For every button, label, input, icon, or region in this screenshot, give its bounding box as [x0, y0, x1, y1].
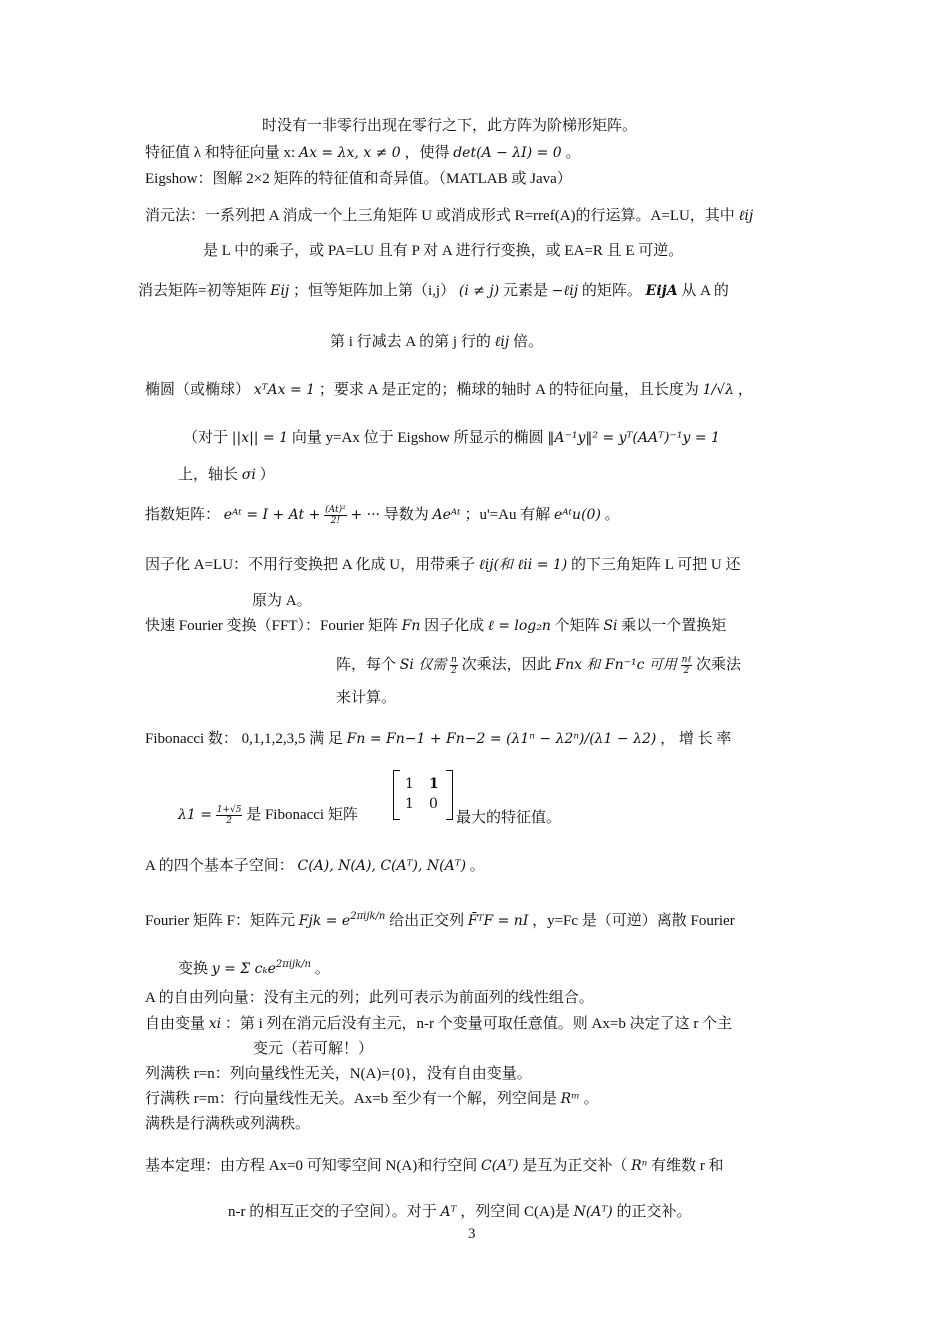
math: Si 仅需: [399, 657, 447, 673]
text-line: [178, 465, 275, 485]
matrix-cell: 1: [405, 776, 414, 792]
text: 向量 y=Ax 位于 Eigshow 所显示的椭圆: [291, 430, 544, 446]
text: A 的四个基本子空间：: [145, 858, 294, 874]
text-line: [253, 1039, 373, 1059]
math: Fn = Fn−1 + Fn−2 = (λ1ⁿ − λ2ⁿ)/(λ1 − λ2): [346, 731, 657, 747]
text: 的正交补。: [616, 1204, 692, 1220]
text: 原为 A。: [252, 593, 312, 609]
math: ℓ = log₂n: [487, 618, 551, 634]
text: 的下三角矩阵 L 可把 U 还: [571, 557, 741, 573]
math: Fn: [401, 618, 421, 634]
text: n-r 的相互正交的子空间）。对于: [228, 1204, 437, 1220]
text: 。: [583, 1091, 599, 1107]
text: 有维数 r 和: [651, 1158, 724, 1174]
text: 是 L 中的乘子，或 PA=LU 且有 P 对 A 进行行变换，或 EA=R 且 E 可逆。: [203, 243, 684, 259]
text: （对于: [183, 430, 229, 446]
text: 。: [469, 858, 485, 874]
text-line: [183, 428, 720, 448]
math: N(Aᵀ): [573, 1204, 613, 1220]
math: Si: [603, 618, 618, 634]
text: 导数为: [383, 507, 429, 523]
matrix-cell: 1: [429, 776, 439, 792]
text: 变元（若可解！）: [253, 1041, 374, 1057]
text: Fibonacci 数： 0,1,1,2,3,5 满 足: [145, 731, 343, 747]
text: ，使得: [404, 145, 450, 161]
text: ）: [259, 467, 275, 483]
fraction: $\frac{\text{(At)²}}{2!}$: [325, 505, 346, 527]
math: (i ≠ j): [458, 283, 500, 299]
text: 。: [314, 961, 330, 977]
math: λ1 =: [178, 807, 212, 823]
text: 次乘法: [695, 657, 741, 673]
text: 最大的特征值。: [456, 810, 562, 826]
text: ，列空间 C(A)是: [460, 1204, 570, 1220]
text: 上，轴长: [178, 467, 239, 483]
text: 乘以一个置换矩: [621, 618, 727, 634]
math: ℓij: [494, 334, 510, 350]
text-line: [456, 808, 561, 828]
text: 。: [604, 507, 620, 523]
text-line-ellipse: [145, 380, 753, 400]
text-line: [203, 241, 683, 261]
text: 时没有一非零行出现在零行之下，此方阵为阶梯形矩阵。: [262, 118, 638, 134]
exponent: 2πijk/n: [275, 959, 311, 970]
math: −ℓij: [551, 283, 579, 299]
text: 消去矩阵=初等矩阵: [138, 283, 267, 299]
text-line-lu: [145, 555, 740, 575]
text: 自由变量: [145, 1016, 206, 1032]
text-line: [145, 1114, 310, 1134]
text-line: [145, 1089, 599, 1109]
text: 元素是: [502, 283, 548, 299]
text: 变换: [178, 961, 209, 977]
text: 次乘法，因此: [461, 657, 552, 673]
matrix-cell: 1: [405, 796, 414, 812]
math: xi: [208, 1016, 222, 1032]
text: ；要求 A 是正定的；椭球的轴时 A 的特征向量，且长度为: [318, 382, 699, 398]
math: Fjk = e: [298, 913, 351, 929]
text-line-free-variable: [145, 1014, 732, 1034]
text: Eigshow：图解 2×2 矩阵的特征值和奇异值。（MATLAB 或 Java）: [145, 171, 572, 187]
text: 指数矩阵：: [145, 507, 221, 523]
math: F̄ᵀF = nI: [467, 913, 529, 929]
matrix-right-bracket: [446, 770, 453, 820]
math: ℓij(和 ℓii = 1): [478, 557, 568, 573]
text: 是互为正交补（: [522, 1158, 628, 1174]
text: 阵，每个: [336, 657, 397, 673]
text: 因子化 A=LU：不用行变换把 A 化成 U，用带乘子: [145, 557, 476, 573]
text-line-elim-matrix: [138, 281, 729, 301]
text-line-fib-eigen: [178, 805, 358, 826]
math: 1/√λ: [702, 382, 735, 398]
math: Fnx 和 Fn⁻¹c 可用: [555, 657, 677, 673]
math: det(A − λI) = 0: [453, 145, 562, 161]
text: Fourier 矩阵 F：矩阵元: [145, 913, 296, 929]
text: 满秩是行满秩或列满秩。: [145, 1116, 311, 1132]
math: ℓij: [738, 208, 754, 224]
text-line: [145, 1064, 532, 1084]
text: 给出正交列: [389, 913, 465, 929]
math: Ax = λx, x ≠ 0: [298, 145, 401, 161]
matrix-cell: 0: [429, 796, 438, 812]
text: 列满秩 r=n：列向量线性无关，N(A)={0}，没有自由变量。: [145, 1066, 532, 1082]
text: 因子化成: [424, 618, 485, 634]
text-line: [252, 591, 312, 611]
text-line-fibonacci: [145, 729, 731, 749]
text: 倍。: [513, 334, 544, 350]
text-line-eigshow: [145, 169, 572, 189]
text-line-fundamental-theorem: [145, 1156, 724, 1176]
text-line-eigen: [145, 143, 580, 163]
math: Rⁿ: [631, 1158, 648, 1174]
math: Eij: [270, 283, 290, 299]
math: ||x|| = 1: [231, 430, 289, 446]
text: 快速 Fourier 变换（FFT）：Fourier 矩阵: [145, 618, 398, 634]
math: + ···: [350, 507, 380, 523]
math: σi: [241, 467, 256, 483]
fibonacci-matrix: [393, 770, 453, 820]
text-line: [228, 1202, 692, 1222]
text: 。: [565, 145, 581, 161]
text: 椭圆（或椭球）: [145, 382, 251, 398]
text-line-subspaces: [145, 856, 485, 876]
text-line: [178, 955, 330, 979]
text: ， 增 长 率: [660, 731, 732, 747]
page-number: 3: [468, 1226, 476, 1242]
text: 的矩阵。: [581, 283, 642, 299]
text-line-elimination: [145, 206, 753, 226]
text-line-fft: [145, 616, 726, 636]
math: y = Σ cₖe: [211, 961, 276, 977]
text: ：第 i 列在消元后没有主元，n-r 个变量可取任意值。则 Ax=b 决定了这 r 个主: [224, 1016, 733, 1032]
text-line: [262, 116, 637, 136]
text-line: [336, 688, 396, 708]
text: 是 Fibonacci 矩阵: [246, 807, 358, 823]
text: A 的自由列向量：没有主元的列；此列可表示为前面列的线性组合。: [145, 990, 594, 1006]
text: 特征值 λ 和特征向量 x:: [145, 145, 296, 161]
math: Aeᴬᵗ: [432, 507, 461, 523]
text: 行满秩 r=m：行向量线性无关。Ax=b 至少有一个解，列空间是: [145, 1091, 557, 1107]
math: EijA: [645, 283, 678, 299]
math: eᴬᵗ = I + At +: [223, 507, 321, 523]
text-line: [145, 988, 594, 1008]
exponent: 2πijk/n: [350, 911, 386, 922]
text: 来计算。: [336, 690, 397, 706]
text-line: [330, 332, 543, 352]
math: Aᵀ: [440, 1204, 457, 1220]
fraction: $\frac{\text{nℓ}}{2}$: [681, 655, 692, 677]
fraction: $\frac{1+√5}{2}$: [216, 805, 242, 827]
text-line: [336, 655, 741, 676]
text: ；恒等矩阵加上第（i,j）: [293, 283, 456, 299]
text: 第 i 行减去 A 的第 j 行的: [330, 334, 491, 350]
math: Rᵐ: [560, 1091, 580, 1107]
math: ‖A⁻¹y‖² = yᵀ(AAᵀ)⁻¹y = 1: [547, 430, 720, 446]
text: 个矩阵: [554, 618, 600, 634]
text-line-exponential: [145, 505, 620, 526]
text: 消元法：一系列把 A 消成一个上三角矩阵 U 或消成形式 R=rref(A)的行运算。A=LU，其中: [145, 208, 735, 224]
text: ；u'=Au 有解: [464, 507, 551, 523]
math: xᵀAx = 1: [253, 382, 316, 398]
math: C(A), N(A), C(Aᵀ), N(Aᵀ): [297, 858, 467, 874]
matrix-left-bracket: [393, 770, 400, 820]
text: ，: [737, 382, 753, 398]
math: C(Aᵀ): [480, 1158, 519, 1174]
text: 从 A 的: [681, 283, 729, 299]
text: ，y=Fc 是（可逆）离散 Fourier: [532, 913, 735, 929]
fraction: $\frac{n}{2}$: [451, 655, 457, 677]
math: eᴬᵗu(0): [553, 507, 601, 523]
text: 基本定理：由方程 Ax=0 可知零空间 N(A)和行空间: [145, 1158, 478, 1174]
text-line-fourier-matrix: [145, 907, 735, 931]
